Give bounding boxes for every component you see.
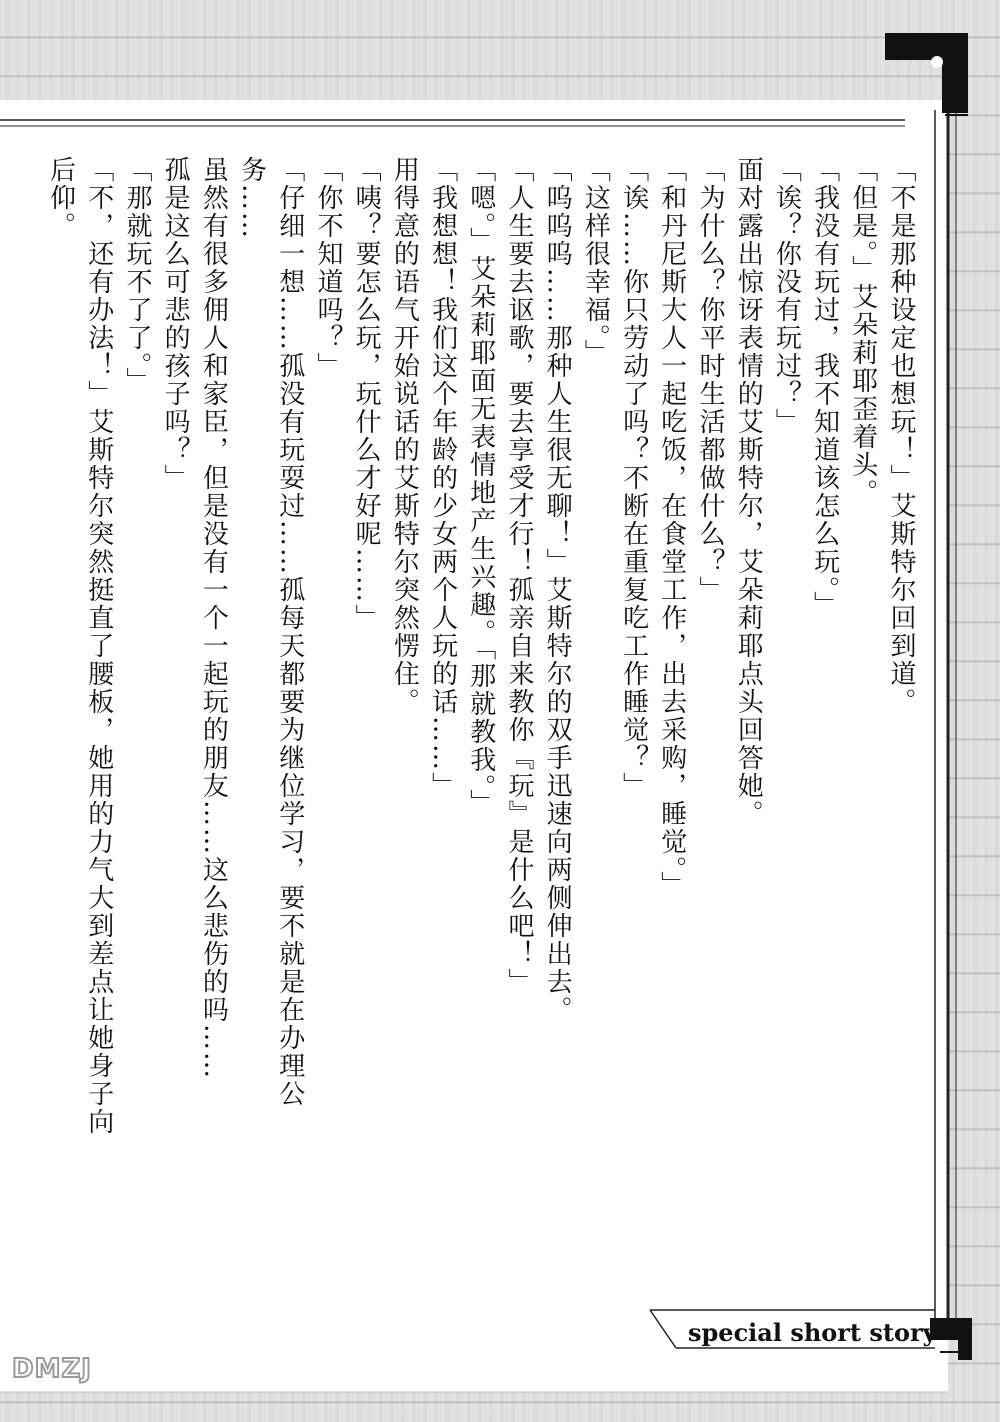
vertical-story-text — [45, 156, 920, 1156]
paragraph: 「我没有玩过，我不知道该怎么玩。」 — [809, 156, 840, 619]
paragraph: 「呜呜呜……那种人生很无聊！」艾斯特尔的双手迅速向两侧伸出去。 — [542, 156, 573, 1024]
paragraph: 「诶？你没有玩过？」 — [771, 156, 802, 436]
paragraph: 「为什么？你平时生活都做什么？」 — [694, 156, 725, 604]
paragraph: 虽然有很多佣人和家臣，但是没有一个一起玩的朋友……这么悲伤的吗…… — [198, 156, 229, 1080]
corner-ornament-top — [885, 33, 968, 115]
paragraph: 「和丹尼斯大人一起吃饭，在食堂工作，出去采购，睡觉。」 — [656, 156, 687, 899]
paragraph: 孤是这么可悲的孩子吗？」 — [160, 156, 191, 492]
paragraph: 「那就玩不了了。」 — [121, 156, 152, 395]
paragraph: 「咦？要怎么玩，玩什么才好呢……」 — [351, 156, 382, 632]
paragraph: 「不是那种设定也想玩！」艾斯特尔回到道。 — [886, 156, 916, 716]
watermark-logo: DMZJ — [12, 1354, 92, 1384]
footer-label: special short story — [688, 1318, 937, 1347]
paragraph: 「诶……你只劳动了吗？不断在重复吃工作睡觉？」 — [618, 156, 649, 800]
paragraph: 「仔细一想……孤没有玩耍过……孤每天都要为继位学习，要不就是在办理公务…… — [236, 156, 305, 1108]
paragraph: 「人生要去讴歌，要去享受才行！孤亲自来教你『玩』是什么吧！」 — [503, 156, 534, 996]
paragraph: 「嗯。」艾朵莉耶面无表情地产生兴趣。「那就教我。」 — [465, 156, 496, 817]
paragraph: 「不，还有办法！」艾斯特尔突然挺直了腰板，她用的力气大到差点让她身子向后仰。 — [45, 156, 114, 1136]
paragraph: 「这样很幸福。」 — [580, 156, 611, 367]
paragraph: 面对露出惊讶表情的艾斯特尔，艾朵莉耶点头回答她。 — [733, 156, 764, 828]
paragraph: 「但是。」艾朵莉耶歪着头。 — [847, 156, 878, 507]
paragraph: 「我想想！我们这个年龄的少女两个人玩的话……」 — [427, 156, 458, 800]
paragraph: 用得意的语气开始说话的艾斯特尔突然愣住。 — [389, 156, 420, 716]
paragraph: 「你不知道吗？」 — [312, 156, 343, 380]
